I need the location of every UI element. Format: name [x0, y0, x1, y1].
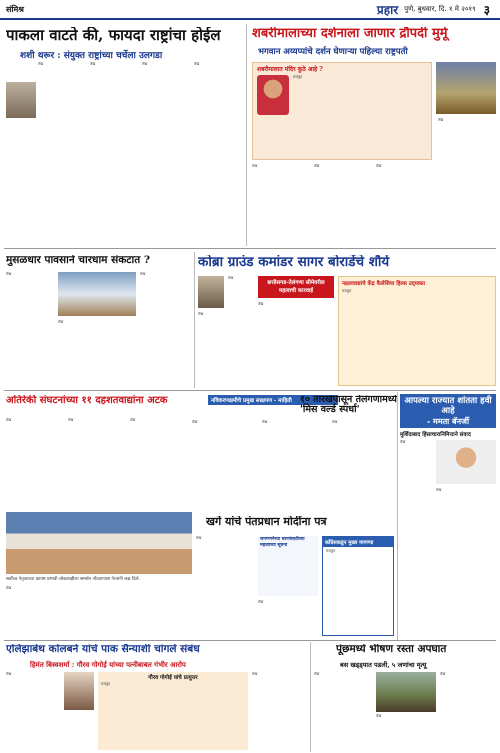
story1-column-2: लेख: [90, 62, 96, 66]
story5-column-2: लेख: [68, 418, 74, 422]
story4-infobox-title: नक्षलवाद्यांचे केंद्र कैलेशिया हिल्स उद्ध्वस्त: [342, 281, 426, 287]
story1-column-3: लेख: [142, 62, 148, 66]
story2-column-4: लेख: [438, 118, 444, 122]
masthead: [0, 0, 500, 20]
story6-column-2: लेख: [262, 420, 268, 424]
story1-portrait: [6, 82, 36, 118]
story2-portrait: [257, 75, 289, 115]
story7-portrait: [436, 440, 496, 484]
story2-column-2: लेख: [314, 164, 320, 168]
story8-list-box: काँग्रेसकडून मुख्य मागण्या मजकूर: [322, 536, 394, 636]
story9-infobox: गौरव गोगोई यांचे प्रत्युत्तर मजकूर: [98, 672, 248, 750]
story6-kicker: नविकरणक्षमीचे प्रमुख साक्षपण - माहिती: [208, 395, 338, 405]
story8-chart-box: [258, 536, 318, 596]
story10-accident-photo: [376, 672, 436, 712]
story4-badge: छत्तीसगड-तेलंगणा सीमेवरील महत्वाची कारवाई: [258, 276, 334, 298]
story8-photo-caption: सर्वोच्च नेतृत्वाच्या कायम प्रभावी लोकशाहीला समर्थन नोंदवण्यास नेत्यांनी लक्ष दिले.: [6, 577, 140, 582]
story10-column-1: लेख: [314, 672, 320, 676]
story10-column-2: लेख: [376, 714, 382, 718]
story8-chart-title: जनगणनेच्या घरणांसाठीच्या महत्वाच्या सूचना: [260, 537, 305, 548]
section-label: संमिश्र: [6, 3, 24, 14]
story10-headline: पूंछमध्ये भीषण रस्ता अपघात: [336, 644, 447, 655]
story9-column-2: लेख: [252, 672, 258, 676]
story3-column-3: लेख: [140, 272, 146, 276]
story10-column-3: लेख: [440, 672, 446, 676]
story7-byline: - ममता बॅनर्जी: [426, 416, 470, 426]
story2-column-1: लेख: [252, 164, 258, 168]
story1-column-1: लेख: [38, 62, 44, 66]
story9-column-1: लेख: [6, 672, 12, 676]
story4-infobox: नक्षलवाद्यांचे केंद्र कैलेशिया हिल्स उद्ध्वस्त मजकूर: [338, 276, 496, 386]
story8-column-2: लेख: [258, 600, 264, 604]
story2-dek: भगवान अय्यप्पांचे दर्शन घेणाऱ्या पहिल्या राष्ट्रपती: [258, 47, 408, 57]
story5-column-3: लेख: [130, 418, 136, 422]
story6-headline: १० तारखेपासून तेलंगणामध्ये 'मिस वर्ल्ड स्पर्धा': [300, 395, 397, 416]
page-number: ३: [483, 2, 490, 17]
story2-infobox-title: शबरीमालात मंदिर कुठे आहे ?: [257, 66, 323, 73]
story2-column-3: लेख: [376, 164, 382, 168]
story-photo-side-column: लेख: [6, 586, 12, 590]
story3-headline: मुसळधार पावसाने चारधाम संकटात ?: [6, 255, 151, 266]
story7-column-1: लेख: [400, 440, 406, 444]
story8-column-1: लेख: [196, 536, 202, 540]
story1-column-4: लेख: [194, 62, 200, 66]
story1-headline: पाकला वाटते की, फायदा राष्ट्रांचा होईल: [6, 27, 221, 44]
story7-subhead: मुर्शिदाबाद हिंसाचारानिमित्ताने संवाद: [400, 432, 471, 438]
story8-headline: खर्गे यांचे पंतप्रधान मोदींना पत्र: [206, 516, 327, 528]
story4-column-2: लेख: [228, 276, 234, 280]
story7-column-2: लेख: [436, 488, 442, 492]
story9-infobox-title: गौरव गोगोई यांचे प्रत्युत्तर: [148, 675, 198, 681]
story7-headline-box: [400, 394, 496, 428]
story6-column-1: लेख: [192, 420, 198, 424]
story3-column-2: लेख: [58, 320, 64, 324]
story4-portrait: [198, 276, 224, 308]
story9-headline: एलिझाबेथ कोलबर्न यांचे पाक सैन्याशी चांगले संबंध: [6, 644, 200, 655]
story5-column-1: लेख: [6, 418, 12, 422]
story8-list-title: काँग्रेसकडून मुख्य मागण्या: [323, 537, 393, 547]
story6-column-3: लेख: [332, 420, 338, 424]
story3-column-1: लेख: [6, 272, 12, 276]
story7-headline: आपल्या राज्यात शांतता हवी आहे: [404, 396, 492, 416]
story4-column-1: लेख: [198, 312, 204, 316]
issue-date: पुणे, बुधवार, दि. १ मे २०१९: [404, 4, 476, 13]
brand-logo: प्रहार: [376, 2, 399, 17]
story10-dek: बस खड्ड्यात पडली, ५ जणांचा मृत्यू: [340, 661, 427, 669]
story2-headline: शबरीमालाच्या दर्शनाला जाणार द्रौपदी मुर्मू: [252, 27, 448, 41]
story2-infobox: शबरीमालात मंदिर कुठे आहे ? मजकूर: [252, 62, 432, 160]
story3-temple-photo: [58, 272, 136, 316]
story4-headline: कोब्रा ग्राउंड कमांडर सागर बोराडेंचे शौर्य: [198, 255, 390, 270]
story4-column-3: लेख: [258, 302, 264, 306]
story1-dek: शशी थरूर : संयुक्त राष्ट्रांच्या चर्चेला उलगडा: [20, 51, 163, 61]
story8-event-photo: [6, 512, 192, 574]
story9-portrait: [64, 672, 94, 710]
story2-temple-photo: [436, 62, 496, 114]
story9-dek: हिमंत बिस्वशर्मा : गौरव गोगोई यांच्या पत्नीबाबत गंभीर आरोप: [30, 660, 186, 669]
story5-headline: अतिरेकी संघटनांच्या ११ दहशतवाद्यांना अटक: [6, 395, 168, 406]
